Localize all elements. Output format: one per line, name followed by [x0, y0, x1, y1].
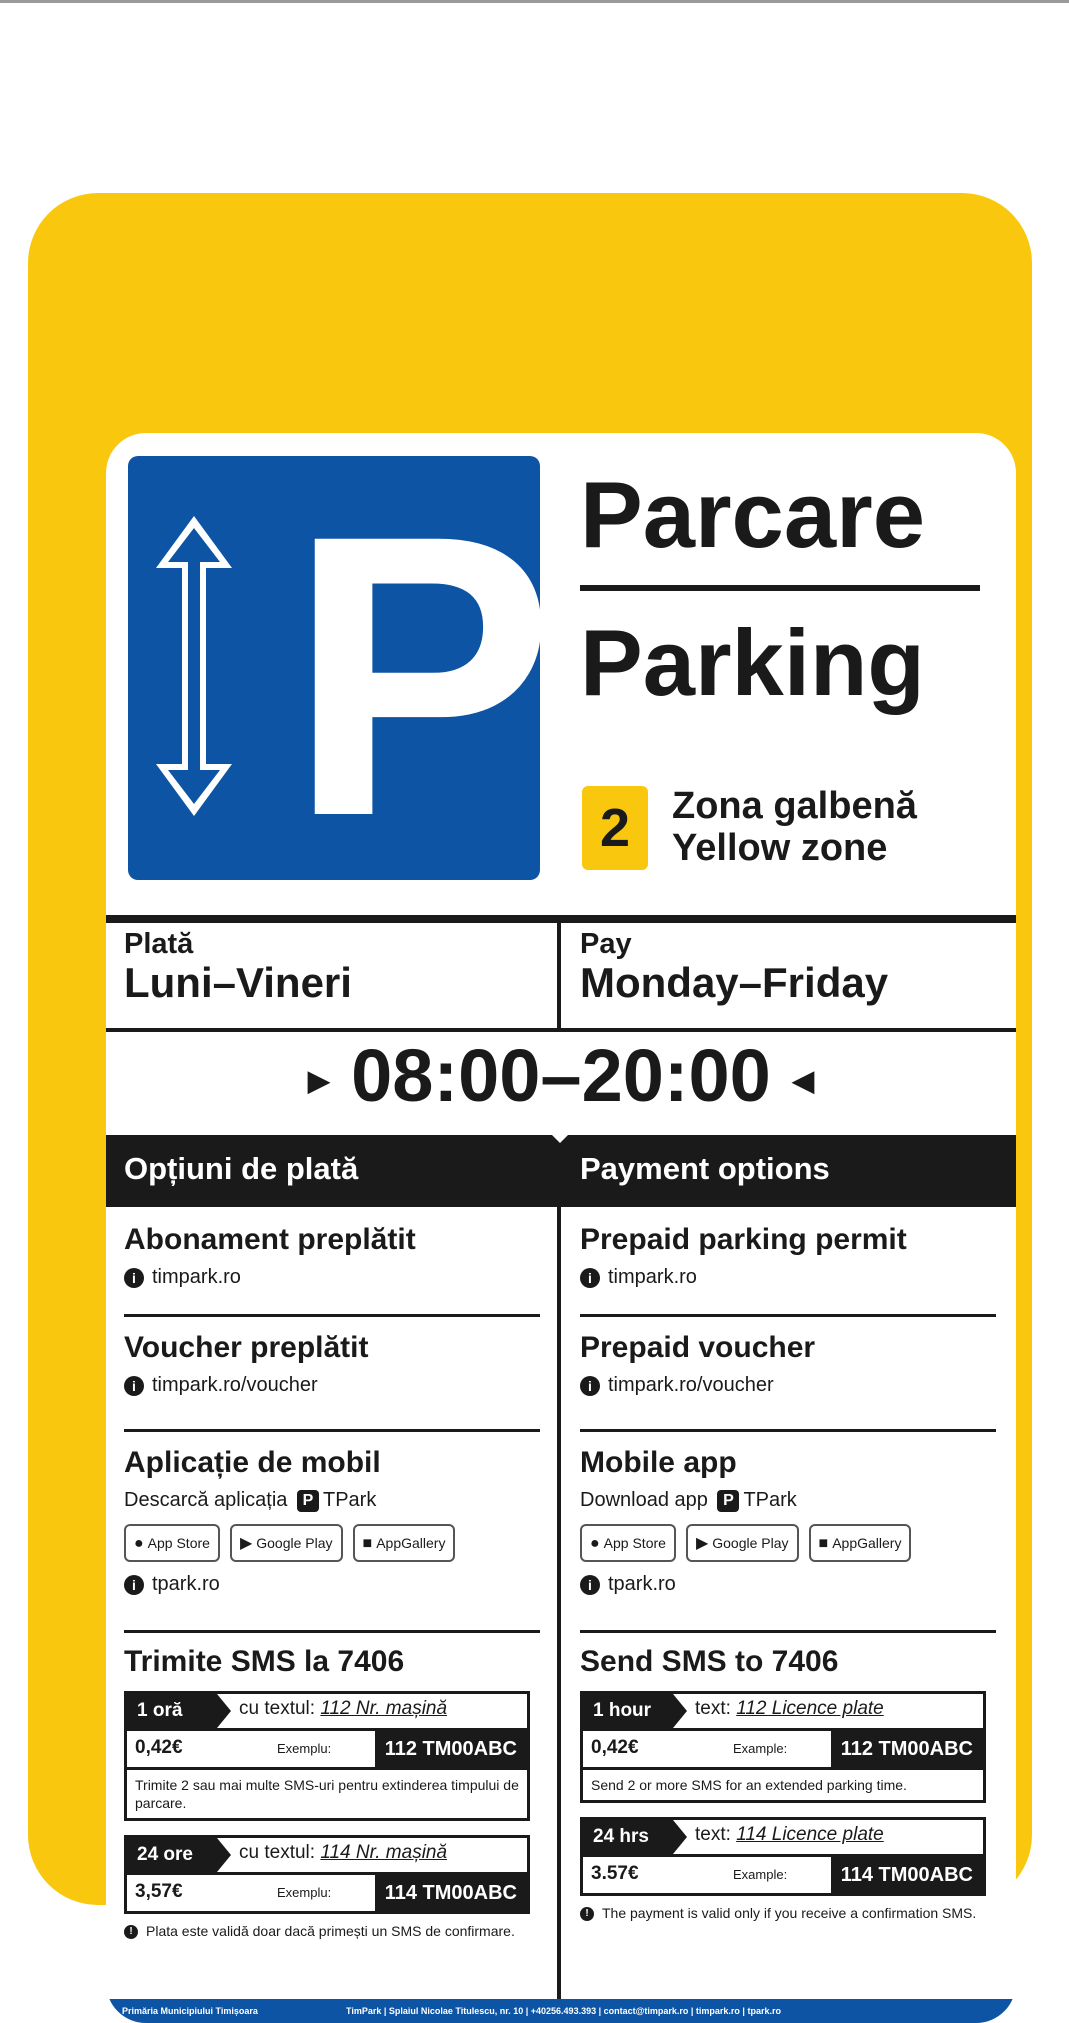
permit-link-text: timpark.ro [608, 1266, 697, 1288]
section-app-ro [124, 1432, 554, 1630]
tag-arrow-icon [217, 1838, 231, 1872]
text-prefix: cu textul: [239, 1842, 316, 1863]
text-code: 112 Nr. mașină [320, 1698, 448, 1719]
zone-label [672, 785, 917, 869]
column-ro [124, 1207, 554, 1940]
text-prefix: text: [695, 1698, 731, 1719]
sms-hour-box-ro [124, 1691, 530, 1821]
app-download-ro [124, 1486, 554, 1514]
sms-day-header [583, 1820, 983, 1854]
text-code: 114 Licence plate [736, 1824, 884, 1845]
voucher-link-ro[interactable] [124, 1371, 554, 1399]
app-name: TPark [743, 1489, 797, 1511]
sms-day-box-en [580, 1817, 986, 1896]
divider-vertical-days [557, 923, 561, 1028]
apple-icon: ● [134, 1535, 144, 1552]
info-icon: i [124, 1376, 144, 1396]
example-code: 112 TM00ABC [831, 1731, 983, 1767]
pay-label-en: Pay [580, 928, 632, 960]
duration-tag: 1 oră [127, 1694, 217, 1728]
sms-hour-header [583, 1694, 983, 1728]
sms-extend-info: Send 2 or more SMS for an extended parking time. [583, 1767, 983, 1800]
pay-label-ro: Plată [124, 928, 194, 960]
voucher-link-text: timpark.ro/voucher [152, 1374, 318, 1396]
p-letter: P [288, 452, 555, 899]
footer-right: TimPark | Splaiul Nicolae Titulescu, nr. 10 | +40256.493.393 | contact@timpark.ro | timpark.ro | tpark.ro [346, 2006, 781, 2016]
sms-extend-info: Trimite 2 sau mai multe SMS-uri pentru extinderea timpului de parcare. [127, 1767, 527, 1818]
voucher-title-en: Prepaid voucher [580, 1331, 816, 1364]
info-icon: i [580, 1575, 600, 1595]
price: 0,42€ [591, 1737, 639, 1758]
note-text: The payment is valid only if you receive a confirmation SMS. [602, 1905, 977, 1921]
app-title-en: Mobile app [580, 1446, 737, 1479]
huawei-icon: ■ [362, 1535, 373, 1552]
sms-note-ro [124, 1922, 554, 1940]
app-gallery-label: AppGallery [832, 1535, 902, 1551]
price: 0,42€ [135, 1737, 183, 1758]
info-icon: ! [124, 1925, 138, 1939]
app-gallery-button[interactable] [809, 1524, 912, 1562]
google-play-label: Google Play [256, 1535, 333, 1551]
store-badges [580, 1524, 1010, 1560]
options-title-ro: Opțiuni de plată [124, 1151, 359, 1186]
footer-left: Primăria Municipiului Timișoara [122, 2006, 258, 2016]
google-play-button[interactable] [230, 1524, 343, 1562]
download-text: Descarcă aplicația [124, 1489, 288, 1511]
sms-hour-box-en [580, 1691, 986, 1803]
pay-days-en [580, 928, 888, 1006]
sms-hour-price-row [127, 1728, 527, 1767]
hours-value: 08:00–20:00 [351, 1034, 771, 1117]
section-app-en [580, 1432, 1010, 1630]
hours-row [106, 1033, 1016, 1124]
zone-label-ro: Zona galbenă [672, 785, 917, 827]
parking-p-logo [128, 452, 555, 899]
apple-icon: ● [590, 1535, 600, 1552]
example-label: Exemplu: [277, 1885, 332, 1900]
example-code: 114 TM00ABC [831, 1857, 983, 1893]
info-icon: ! [580, 1907, 594, 1921]
example-label: Example: [733, 1741, 788, 1756]
sms-day-header [127, 1838, 527, 1872]
tag-arrow-icon [673, 1820, 687, 1854]
sms-note-en [580, 1904, 1010, 1922]
tag-arrow-icon [217, 1694, 231, 1728]
duration-tag: 24 ore [127, 1838, 217, 1872]
zone-number-badge: 2 [582, 786, 648, 870]
text-prefix: text: [695, 1824, 731, 1845]
section-permit-en [580, 1207, 1010, 1314]
app-store-label: App Store [147, 1535, 210, 1551]
permit-link-en[interactable] [580, 1263, 1010, 1291]
google-play-label: Google Play [712, 1535, 789, 1551]
sms-title-en: Send SMS to 7406 [580, 1645, 839, 1678]
payment-options-bar [106, 1135, 1016, 1207]
play-icon: ▶ [239, 1535, 253, 1552]
permit-title-ro: Abonament preplătit [124, 1223, 416, 1256]
section-sms-en [580, 1633, 1010, 1922]
example-label: Example: [733, 1867, 788, 1882]
divider-vertical-columns [557, 1207, 561, 1999]
section-voucher-ro [124, 1317, 554, 1429]
price: 3.57€ [591, 1863, 639, 1884]
section-sms-ro [124, 1633, 554, 1940]
example-label: Exemplu: [277, 1741, 332, 1756]
sms-hour-price-row [583, 1728, 983, 1767]
price: 3,57€ [135, 1881, 183, 1902]
divider-hours [106, 1028, 1016, 1032]
voucher-title-ro: Voucher preplătit [124, 1331, 369, 1364]
options-title-en: Payment options [580, 1151, 830, 1186]
permit-title-en: Prepaid parking permit [580, 1223, 907, 1256]
sms-day-box-ro [124, 1835, 530, 1914]
section-permit-ro [124, 1207, 554, 1314]
app-gallery-label: AppGallery [376, 1535, 446, 1551]
column-en [580, 1207, 1010, 1922]
title-divider [580, 585, 980, 591]
left-triangle-icon: ◀ [791, 1064, 815, 1098]
app-store-button[interactable] [580, 1524, 676, 1562]
title-block [580, 455, 980, 723]
title-en: Parking [580, 610, 925, 715]
title-ro: Parcare [580, 462, 925, 567]
app-title-ro: Aplicație de mobil [124, 1446, 381, 1479]
app-gallery-button[interactable] [353, 1524, 456, 1562]
zone-label-en: Yellow zone [672, 827, 888, 869]
sms-text-format [695, 1824, 884, 1846]
sms-day-price-row [127, 1872, 527, 1911]
days-en: Monday–Friday [580, 959, 889, 1006]
example-code: 114 TM00ABC [375, 1875, 527, 1911]
right-triangle-icon: ▶ [307, 1064, 331, 1098]
screen-top-border [0, 0, 1069, 3]
info-icon: i [580, 1376, 600, 1396]
play-icon: ▶ [695, 1535, 709, 1552]
app-link-text: tpark.ro [152, 1573, 220, 1595]
pay-days-ro [124, 928, 352, 1006]
tag-arrow-icon [673, 1694, 687, 1728]
sms-hour-header [127, 1694, 527, 1728]
text-code: 114 Nr. mașină [320, 1842, 448, 1863]
example-code: 112 TM00ABC [375, 1731, 527, 1767]
section-voucher-en [580, 1317, 1010, 1429]
bar-notch [550, 1133, 570, 1143]
sms-title-ro: Trimite SMS la 7406 [124, 1645, 405, 1678]
app-link-en[interactable] [580, 1570, 1010, 1598]
footer-bar [106, 1999, 1016, 2023]
permit-link-text: timpark.ro [152, 1266, 241, 1288]
note-text: Plata este validă doar dacă primești un SMS de confirmare. [146, 1923, 515, 1939]
permit-link-ro[interactable] [124, 1263, 554, 1291]
sms-day-price-row [583, 1854, 983, 1893]
app-store-button[interactable] [124, 1524, 220, 1562]
info-icon: i [580, 1268, 600, 1288]
days-ro: Luni–Vineri [124, 959, 352, 1006]
app-name: TPark [322, 1489, 377, 1511]
voucher-link-text: timpark.ro/voucher [608, 1374, 774, 1396]
store-badges [124, 1524, 554, 1560]
divider-top [106, 915, 1016, 923]
sign-panel [106, 433, 1016, 2023]
text-prefix: cu textul: [239, 1698, 316, 1719]
sms-text-format [239, 1842, 447, 1864]
download-text: Download app [580, 1489, 708, 1511]
voucher-link-en[interactable] [580, 1371, 1010, 1399]
double-arrow-icon [154, 516, 234, 816]
tpark-icon: P [717, 1490, 739, 1512]
parking-sign [28, 193, 1032, 2016]
sms-text-format [695, 1698, 884, 1720]
app-download-en [580, 1486, 1010, 1514]
tpark-icon: P [297, 1490, 319, 1512]
app-store-label: App Store [603, 1535, 666, 1551]
text-code: 112 Licence plate [736, 1698, 884, 1719]
app-link-ro[interactable] [124, 1570, 554, 1598]
duration-tag: 1 hour [583, 1694, 673, 1728]
info-icon: i [124, 1575, 144, 1595]
google-play-button[interactable] [686, 1524, 799, 1562]
huawei-icon: ■ [818, 1535, 829, 1552]
app-link-text: tpark.ro [608, 1573, 676, 1595]
duration-tag: 24 hrs [583, 1820, 673, 1854]
info-icon: i [124, 1268, 144, 1288]
sms-text-format [239, 1698, 447, 1720]
